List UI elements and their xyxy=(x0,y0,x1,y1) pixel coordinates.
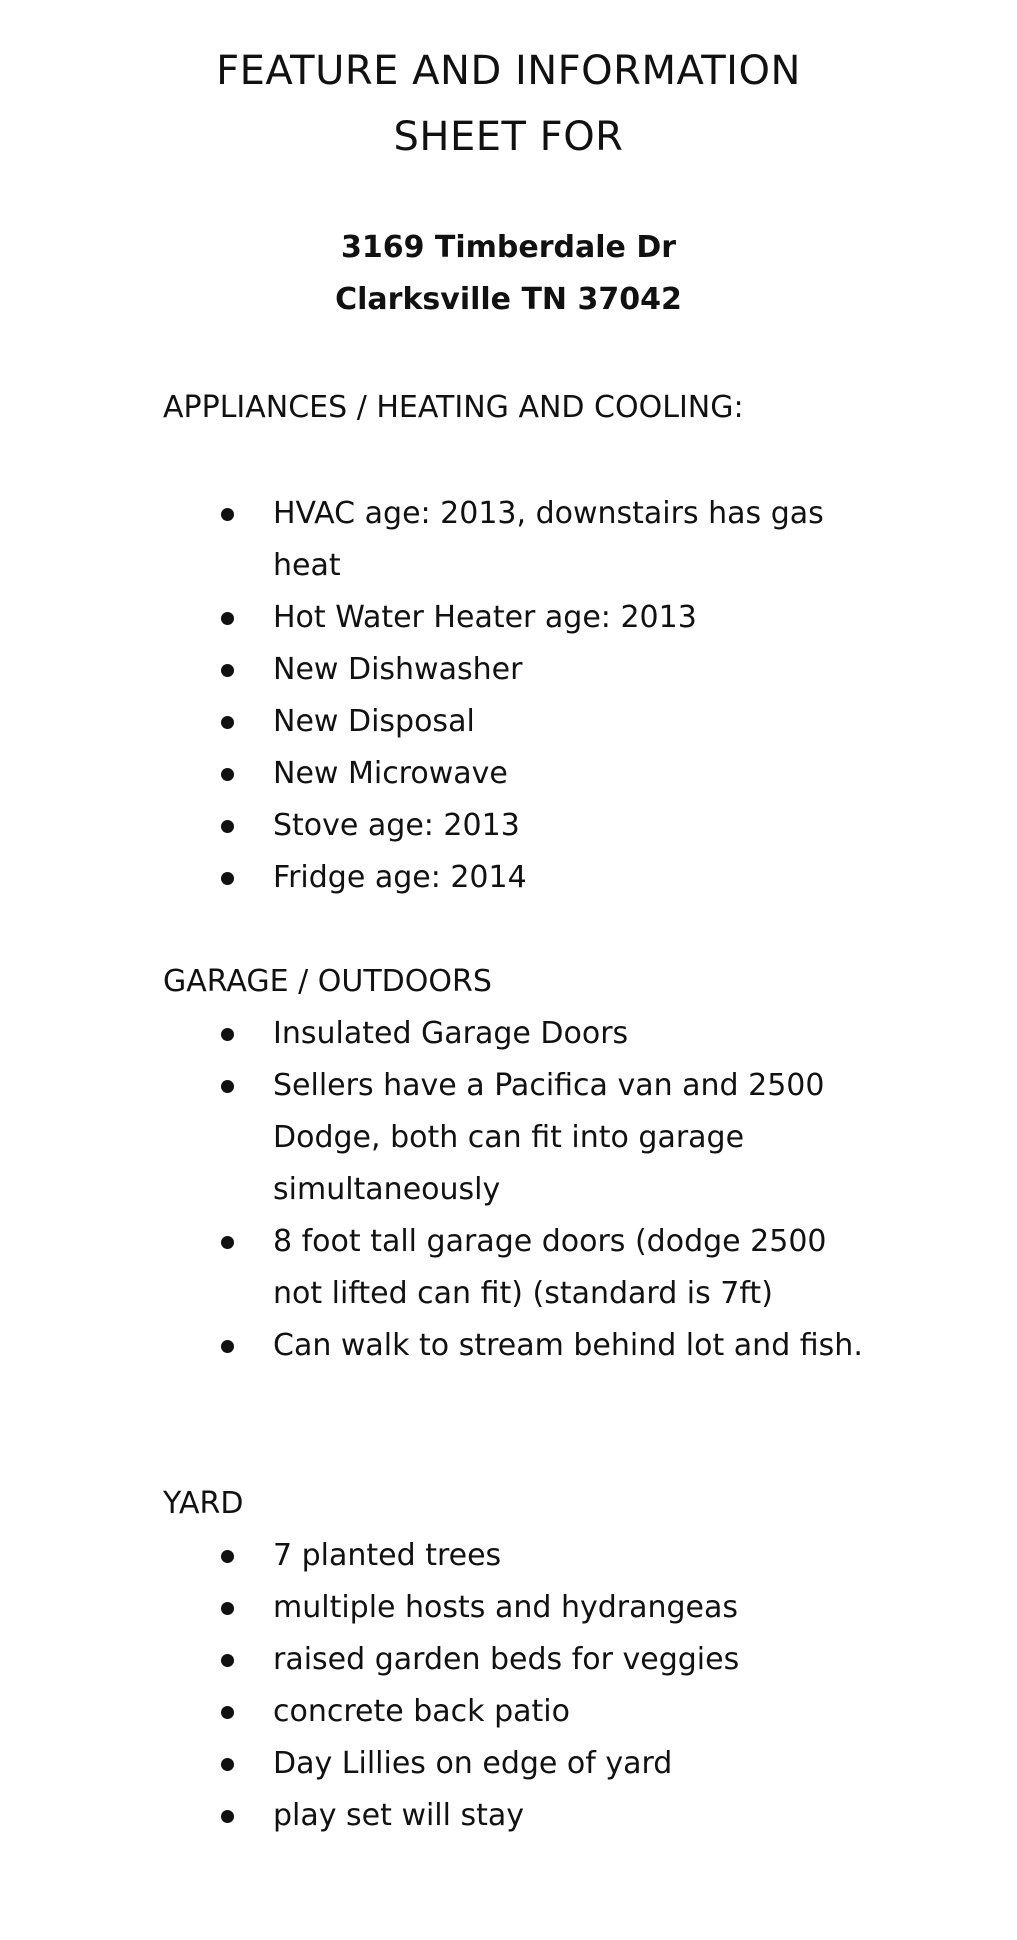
garage-list xyxy=(163,1008,863,1372)
page-title xyxy=(0,38,1017,170)
bullet-icon xyxy=(221,1706,234,1719)
bullet-icon xyxy=(221,716,234,729)
list-item: Hot Water Heater age: 2013 xyxy=(163,592,863,644)
list-item: 8 foot tall garage doors (dodge 2500 not lifted can fit) (standard is 7ft) xyxy=(163,1216,863,1320)
bullet-icon xyxy=(221,768,234,781)
address-street: 3169 Timberdale Dr xyxy=(340,230,677,265)
title-line-2: SHEET FOR xyxy=(393,114,624,160)
list-item: Fridge age: 2014 xyxy=(163,852,863,904)
section-heading-garage: GARAGE / OUTDOORS xyxy=(163,964,492,999)
title-line-1: FEATURE AND INFORMATION xyxy=(216,48,801,94)
bullet-icon xyxy=(221,1810,234,1823)
property-address xyxy=(0,222,1017,326)
list-item: New Dishwasher xyxy=(163,644,863,696)
list-item: HVAC age: 2013, downstairs has gas heat xyxy=(163,488,863,592)
list-item: play set will stay xyxy=(163,1790,863,1842)
address-city: Clarksville TN 37042 xyxy=(335,282,682,317)
list-item: Sellers have a Pacifica van and 2500 Dodge, both can fit into garage simultaneously xyxy=(163,1060,863,1216)
bullet-icon xyxy=(221,1550,234,1563)
appliances-list xyxy=(163,488,863,904)
bullet-icon xyxy=(221,508,234,521)
list-item: 7 planted trees xyxy=(163,1530,863,1582)
section-heading-appliances: APPLIANCES / HEATING AND COOLING: xyxy=(163,390,744,425)
bullet-icon xyxy=(221,612,234,625)
list-item: New Microwave xyxy=(163,748,863,800)
bullet-icon xyxy=(221,1028,234,1041)
bullet-icon xyxy=(221,872,234,885)
list-item: concrete back patio xyxy=(163,1686,863,1738)
section-heading-yard: YARD xyxy=(163,1486,244,1521)
bullet-icon xyxy=(221,1236,234,1249)
bullet-icon xyxy=(221,1758,234,1771)
bullet-icon xyxy=(221,1080,234,1093)
bullet-icon xyxy=(221,1654,234,1667)
bullet-icon xyxy=(221,664,234,677)
list-item: raised garden beds for veggies xyxy=(163,1634,863,1686)
bullet-icon xyxy=(221,1340,234,1353)
bullet-icon xyxy=(221,1602,234,1615)
list-item: Stove age: 2013 xyxy=(163,800,863,852)
list-item: Insulated Garage Doors xyxy=(163,1008,863,1060)
list-item: New Disposal xyxy=(163,696,863,748)
bullet-icon xyxy=(221,820,234,833)
list-item: Day Lillies on edge of yard xyxy=(163,1738,863,1790)
yard-list xyxy=(163,1530,863,1842)
list-item: multiple hosts and hydrangeas xyxy=(163,1582,863,1634)
list-item: Can walk to stream behind lot and fish. xyxy=(163,1320,863,1372)
